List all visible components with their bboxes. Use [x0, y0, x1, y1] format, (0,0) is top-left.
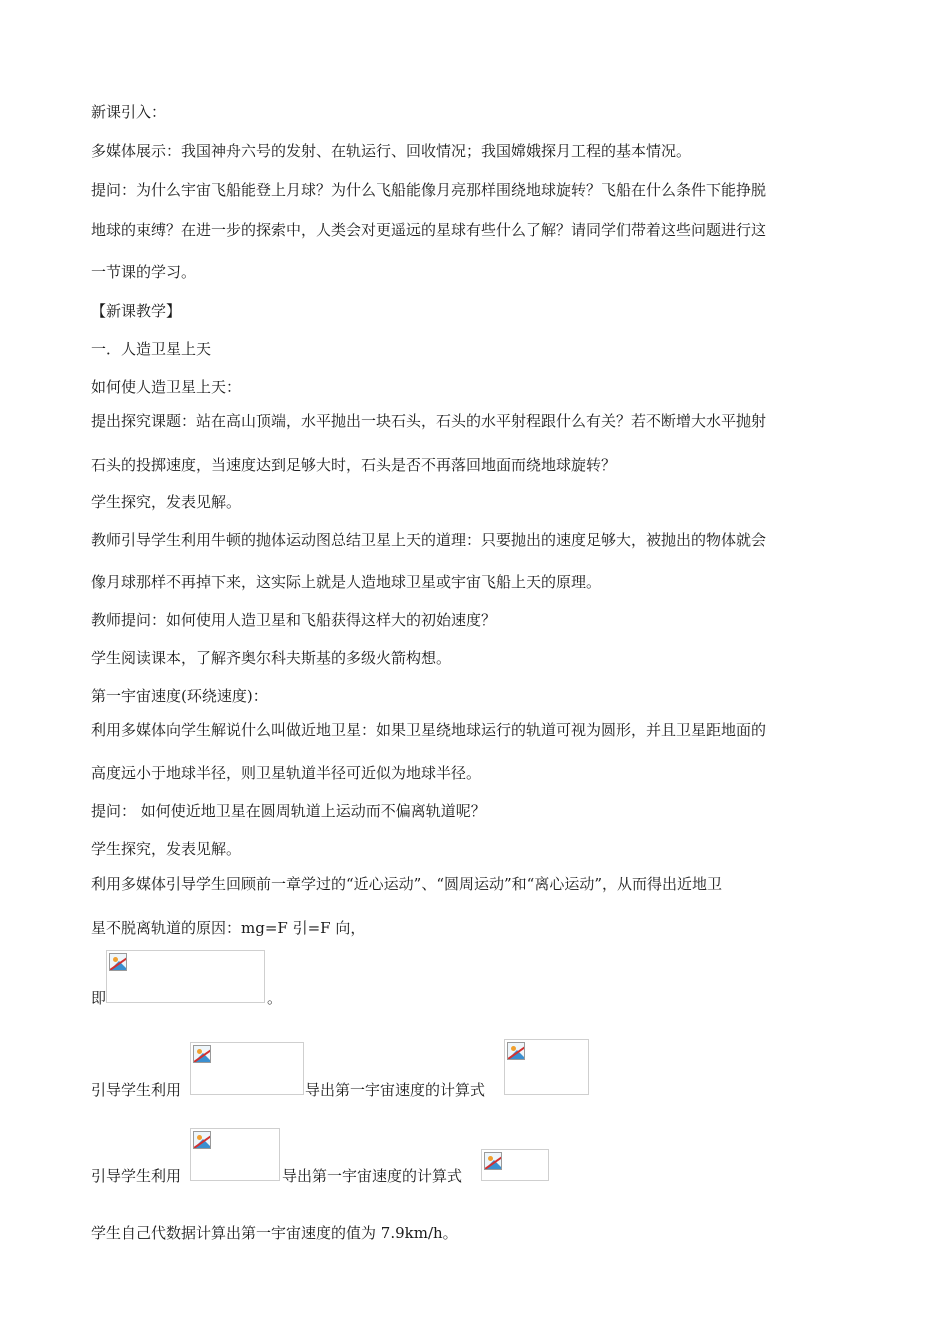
paragraph-topic-2: 石头的投掷速度，当速度达到足够大时，石头是否不再落回地面而绕地球旋转？: [91, 456, 617, 474]
paragraph-review-2: 星不脱离轨道的原因：mg=F 引=F 向，: [91, 919, 366, 937]
paragraph-teacher-1: 教师引导学生利用牛顿的抛体运动图总结卫星上天的道理：只要抛出的速度足够大，被抛出的物体就会: [91, 531, 767, 549]
formula-suffix: 。: [267, 989, 283, 1007]
formula-image-3: [504, 1039, 589, 1095]
formula-image-5: [481, 1149, 549, 1181]
paragraph-result: 学生自己代数据计算出第一宇宙速度的值为 7.9km/h。: [91, 1224, 458, 1242]
broken-image-icon: [109, 953, 127, 971]
paragraph-question-3: 一节课的学习。: [91, 263, 197, 281]
heading-section-1: 一．人造卫星上天: [91, 340, 212, 358]
paragraph-leo-2: 高度远小于地球半径，则卫星轨道半径可近似为地球半径。: [91, 764, 482, 782]
paragraph-student-read: 学生阅读课本，了解齐奥尔科夫斯基的多级火箭构想。: [91, 649, 452, 667]
derive-line-1-prefix: 引导学生利用: [91, 1081, 182, 1099]
heading-new-lesson: 【新课教学】: [91, 302, 182, 320]
formula-image-2: [190, 1042, 304, 1095]
paragraph-question-1: 提问：为什么宇宙飞船能登上月球？为什么飞船能像月亮那样围绕地球旋转？飞船在什么条件下能挣脱: [91, 181, 767, 199]
broken-image-icon: [193, 1045, 211, 1063]
subheading-first-cosmic: 第一宇宙速度(环绕速度)：: [91, 687, 268, 705]
heading-intro: 新课引入：: [91, 103, 167, 121]
formula-prefix: 即: [91, 989, 107, 1007]
broken-image-icon: [507, 1042, 525, 1060]
derive-line-1-middle: 导出第一宇宙速度的计算式: [305, 1081, 486, 1099]
paragraph-question-2: 地球的束缚？在进一步的探索中，人类会对更遥远的星球有些什么了解？请同学们带着这些问题进行这: [91, 221, 767, 239]
subheading-how: 如何使人造卫星上天：: [91, 378, 242, 396]
paragraph-review-1: 利用多媒体引导学生回顾前一章学过的“近心运动”、“圆周运动”和“离心运动”，从而得出近地卫: [91, 875, 723, 893]
derive-line-2-prefix: 引导学生利用: [91, 1167, 182, 1185]
formula-image-1: [106, 950, 265, 1003]
paragraph-teacher-question: 教师提问：如何使用人造卫星和飞船获得这样大的初始速度？: [91, 611, 497, 629]
paragraph-leo-1: 利用多媒体向学生解说什么叫做近地卫星：如果卫星绕地球运行的轨道可视为圆形，并且卫星距地面的: [91, 721, 767, 739]
formula-image-4: [190, 1128, 280, 1181]
broken-image-icon: [484, 1152, 502, 1170]
paragraph-multimedia: 多媒体展示：我国神舟六号的发射、在轨运行、回收情况；我国嫦娥探月工程的基本情况。: [91, 142, 692, 160]
derive-line-2-middle: 导出第一宇宙速度的计算式: [282, 1167, 463, 1185]
paragraph-teacher-2: 像月球那样不再掉下来，这实际上就是人造地球卫星或宇宙飞船上天的原理。: [91, 573, 602, 591]
paragraph-question-leo: 提问： 如何使近地卫星在圆周轨道上运动而不偏离轨道呢？: [91, 802, 486, 820]
broken-image-icon: [193, 1131, 211, 1149]
paragraph-topic-1: 提出探究课题：站在高山顶端，水平抛出一块石头，石头的水平射程跟什么有关？若不断增大水平抛射: [91, 412, 767, 430]
paragraph-student-2: 学生探究，发表见解。: [91, 840, 242, 858]
paragraph-student-1: 学生探究，发表见解。: [91, 493, 242, 511]
